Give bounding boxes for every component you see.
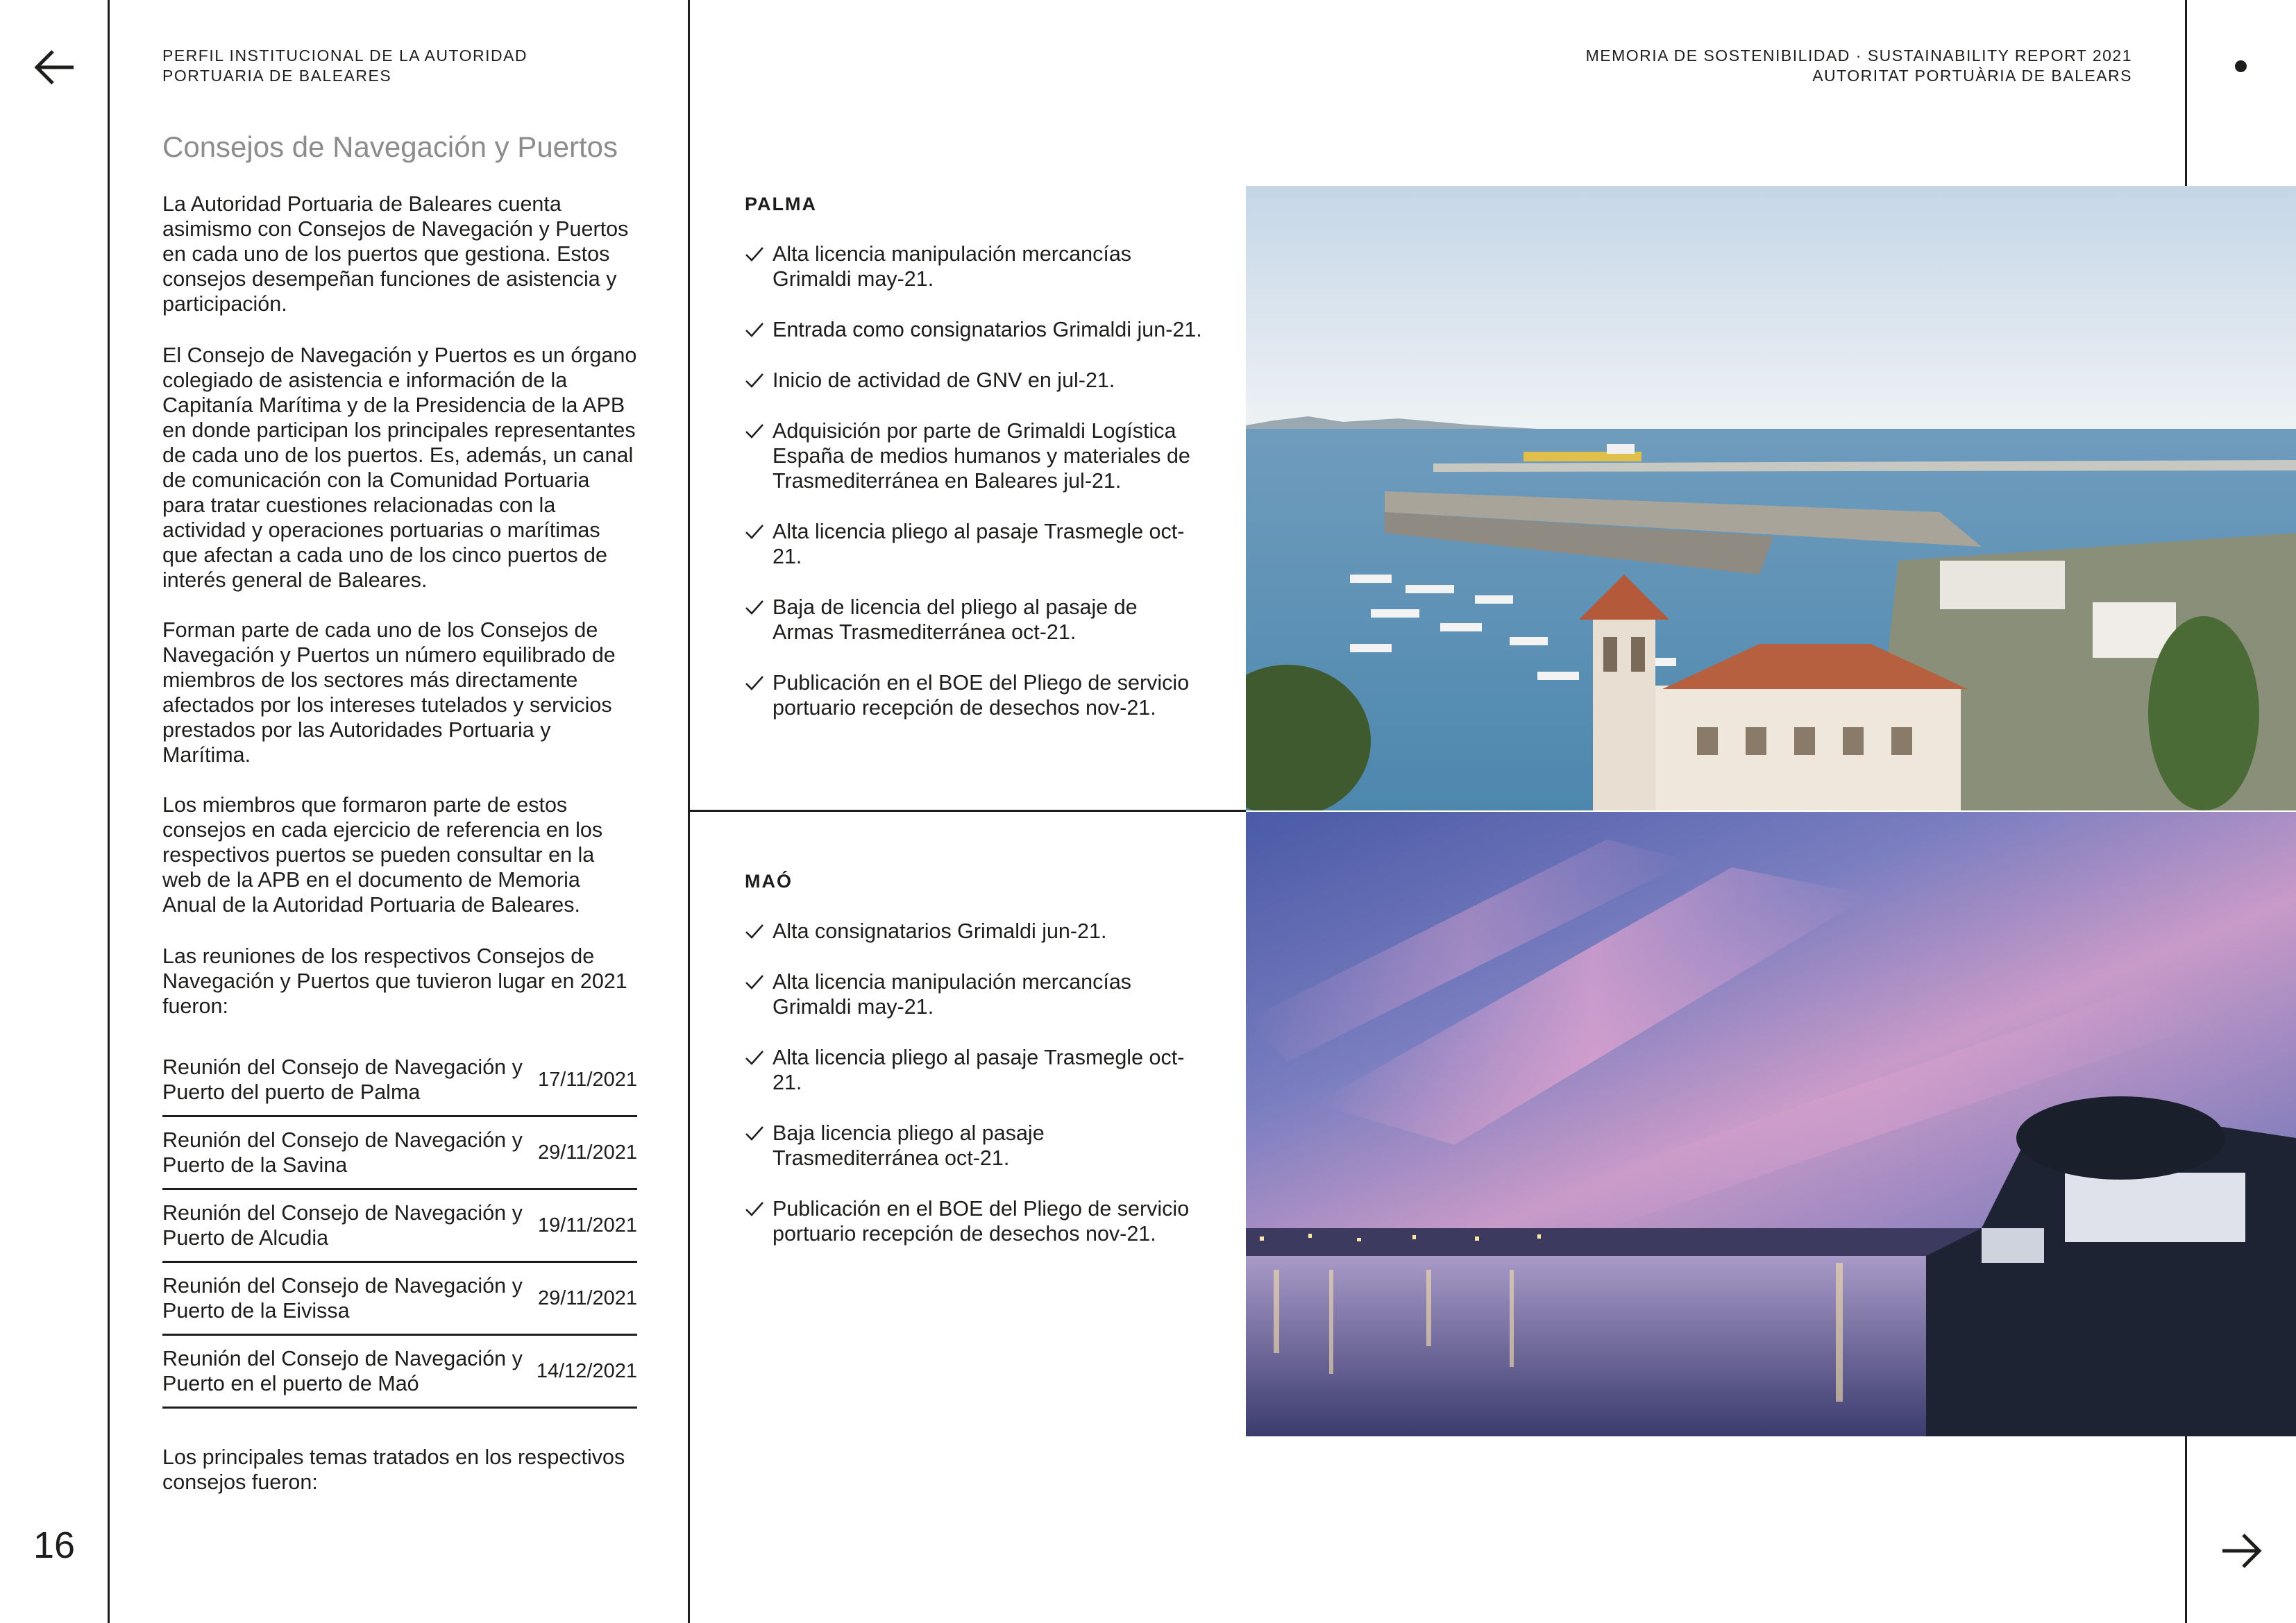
table-row xyxy=(162,1263,637,1336)
meeting-title: Reunión del Consejo de Navegación y Puerto en el puerto de Maó xyxy=(162,1347,523,1395)
list-item-text: Baja de licencia del pliego al pasaje de Armas Trasmediterránea oct-21. xyxy=(773,595,1138,644)
running-head-left-line: PORTUARIA DE BALEARES xyxy=(162,67,392,85)
arrow-right-icon xyxy=(2217,1527,2265,1575)
back-button[interactable] xyxy=(31,43,79,92)
list-item-text: Inicio de actividad de GNV en jul-21. xyxy=(773,368,1115,392)
palma-checklist xyxy=(745,241,1203,746)
list-item-text: Entrada como consignatarios Grimaldi jun-21. xyxy=(773,318,1202,341)
palma-port-photo xyxy=(1246,186,2296,810)
paragraph: Forman parte de cada uno de los Consejos de Navegación y Puertos un número equilibrado de miembros de los sectores más directamente afectados por los intereses tutelados y servicios prestados por las Autoridades Portuaria y Marítima. xyxy=(162,618,616,767)
meeting-date: 19/11/2021 xyxy=(538,1214,637,1237)
intro-text xyxy=(162,192,637,316)
list-item xyxy=(745,670,1203,720)
meeting-title: Reunión del Consejo de Navegación y Puerto del puerto de Palma xyxy=(162,1055,523,1104)
list-item xyxy=(745,241,1203,291)
paragraph: Las reuniones de los respectivos Consejos de Navegación y Puertos que tuvieron lugar en 2021 fueron: xyxy=(162,944,627,1018)
list-item-text: Publicación en el BOE del Pliego de servicio portuario recepción de desechos nov-21. xyxy=(773,671,1190,720)
table-row xyxy=(162,1336,637,1409)
closing-text xyxy=(162,1445,637,1495)
check-icon xyxy=(745,974,764,990)
check-icon xyxy=(745,1125,764,1141)
meeting-date: 29/11/2021 xyxy=(538,1141,637,1164)
list-item xyxy=(745,519,1203,569)
list-item xyxy=(745,1045,1203,1095)
meetings-table xyxy=(162,1044,637,1409)
running-head-left-line: PERFIL INSTITUCIONAL DE LA AUTORIDAD xyxy=(162,46,528,65)
meeting-date: 14/12/2021 xyxy=(536,1359,637,1382)
list-item-text: Alta licencia manipulación mercancías Grimaldi may-21. xyxy=(773,242,1132,291)
list-item xyxy=(745,919,1203,944)
running-head-right-line: AUTORITAT PORTUÀRIA DE BALEARS xyxy=(1812,67,2132,85)
check-icon xyxy=(745,674,764,691)
table-row xyxy=(162,1117,637,1190)
list-item xyxy=(745,418,1203,493)
list-item xyxy=(745,1121,1203,1171)
bullet-dot-icon xyxy=(2235,60,2247,72)
next-button[interactable] xyxy=(2217,1527,2265,1575)
left-rail-divider xyxy=(108,0,110,1623)
paragraph: La Autoridad Portuaria de Baleares cuenta asimismo con Consejos de Navegación y Puertos en cada uno de los puertos que gestiona. Estos consejos desempeñan funciones de asistencia y participación. xyxy=(162,192,629,316)
meeting-title: Reunión del Consejo de Navegación y Puerto de la Savina xyxy=(162,1128,523,1177)
check-icon xyxy=(745,372,764,389)
intro-text xyxy=(162,944,637,1019)
paragraph: Los principales temas tratados en los respectivos consejos fueron: xyxy=(162,1445,625,1494)
check-icon xyxy=(745,1200,764,1217)
intro-text xyxy=(162,792,637,917)
table-row xyxy=(162,1044,637,1117)
running-head-right-line: MEMORIA DE SOSTENIBILIDAD · SUSTAINABILITY REPORT 2021 xyxy=(1585,46,2132,65)
check-icon xyxy=(745,321,764,338)
list-item xyxy=(745,317,1203,342)
list-item-text: Publicación en el BOE del Pliego de servicio portuario recepción de desechos nov-21. xyxy=(773,1197,1190,1246)
list-item-text: Alta licencia pliego al pasaje Trasmegle oct-21. xyxy=(773,520,1185,568)
check-icon xyxy=(745,923,764,940)
mao-heading: MAÓ xyxy=(745,871,793,892)
list-item-text: Adquisición por parte de Grimaldi Logística España de medios humanos y materiales de Trasmediterránea en Baleares jul-21. xyxy=(773,419,1190,493)
palma-heading: PALMA xyxy=(745,194,817,214)
check-icon xyxy=(745,523,764,540)
paragraph: El Consejo de Navegación y Puertos es un órgano colegiado de asistencia e información de la Capitanía Marítima y de la Presidencia de la APB en donde participan los principales representantes de cada uno de los puertos. Es, además, un canal de comunicación con la Comunidad Portuaria para tratar cuestiones relacionadas con la actividad y operaciones portuarias o marítimas que afectan a cada uno de los cinco puertos de interés general de Baleares. xyxy=(162,343,637,592)
meeting-title: Reunión del Consejo de Navegación y Puerto de la Eivissa xyxy=(162,1274,523,1323)
meeting-title: Reunión del Consejo de Navegación y Puerto de Alcudia xyxy=(162,1201,523,1250)
mao-checklist xyxy=(745,919,1203,1272)
right-rail-divider-bottom xyxy=(2185,1436,2187,1623)
intro-text xyxy=(162,618,637,767)
check-icon xyxy=(745,423,764,439)
list-item-text: Baja licencia pliego al pasaje Trasmediterránea oct-21. xyxy=(773,1121,1045,1170)
list-item xyxy=(745,969,1203,1019)
list-item xyxy=(745,1196,1203,1246)
mao-port-photo xyxy=(1246,812,2296,1436)
paragraph: Los miembros que formaron parte de estos consejos en cada ejercicio de referencia en los respectivos puertos se pueden consultar en la web de la APB en el documento de Memoria Anual de la Autoridad Portuaria de Baleares. xyxy=(162,793,603,917)
check-icon xyxy=(745,1049,764,1066)
intro-text xyxy=(162,343,637,593)
list-item-text: Alta consignatarios Grimaldi jun-21. xyxy=(773,919,1107,943)
meeting-date: 17/11/2021 xyxy=(538,1068,637,1091)
list-item xyxy=(745,368,1203,393)
meeting-date: 29/11/2021 xyxy=(538,1286,637,1309)
list-item-text: Alta licencia pliego al pasaje Trasmegle oct-21. xyxy=(773,1046,1185,1094)
running-head-left xyxy=(162,46,579,86)
check-icon xyxy=(745,599,764,615)
list-item-text: Alta licencia manipulación mercancías Grimaldi may-21. xyxy=(773,970,1132,1019)
table-row xyxy=(162,1190,637,1263)
check-icon xyxy=(745,246,764,262)
section-divider xyxy=(689,810,1246,812)
right-rail-divider-top xyxy=(2185,0,2187,186)
page-number: 16 xyxy=(33,1524,76,1566)
running-head-right xyxy=(1369,46,2132,86)
section-title: Consejos de Navegación y Puertos xyxy=(162,130,618,163)
arrow-left-icon xyxy=(31,43,79,92)
list-item xyxy=(745,595,1203,645)
